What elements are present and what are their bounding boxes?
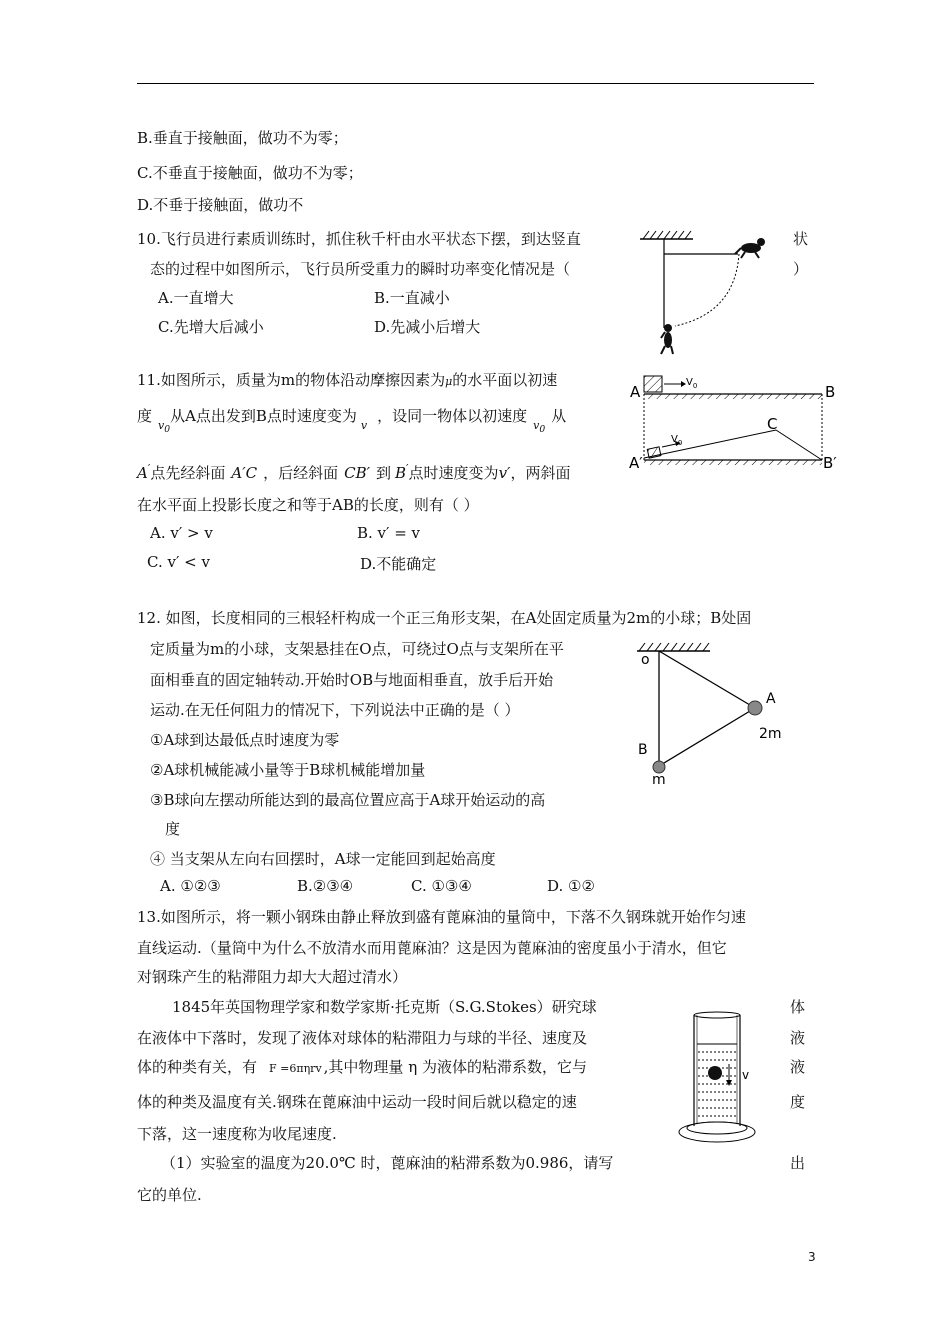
q13-para-line2-tail: 液 [790,1029,806,1047]
fig-label-Aprime: A′ [629,454,643,472]
ball-A [748,701,762,715]
q10-option-b: B.一直减小 [374,289,450,307]
fig-label-v: v [742,1068,750,1082]
fig-label-C: C [767,415,778,433]
q12-line4: 运动.在无任何阻力的情况下，下列说法中正确的是（ ） [150,701,520,719]
steel-ball [708,1066,722,1080]
q13-question1: （1）实验室的温度为20.0℃ 时，蓖麻油的粘滞系数为0.986，请写 [161,1154,614,1172]
q11-incline-figure [626,370,841,475]
q13-line3: 对钢珠产生的粘滞阻力却大大超过清水） [137,968,408,986]
q9-option-d: D.不垂于接触面，做功不 [137,196,304,214]
q11-option-b: B. v′ = v [357,524,421,542]
q11-option-d: D.不能确定 [360,555,437,573]
fig-label-m: m [652,772,666,788]
q11-option-c: C. v′ < v [147,553,210,571]
q10-option-c: C.先增大后减小 [158,318,264,336]
q13-para-line3-tail: 液 [790,1058,806,1076]
fig-label-B: B [638,742,648,758]
q13-para-line1: 1845年英国物理学家和数学家斯·托克斯（S.G.Stokes）研究球 [172,998,597,1016]
q12-line1: 12. 如图，长度相同的三根轻杆构成一个正三角形支架，在A处固定质量为2m的小球；B处固 [137,609,752,627]
q10-line2-tail: ） [793,260,809,278]
fig-label-Bprime: B′ [823,454,837,472]
q12-line2: 定质量为m的小球，支架悬挂在O点，可绕过O点与支架所在平 [150,640,564,658]
q12-statement-3b: 度 [165,820,181,838]
q10-swing-figure [635,228,785,358]
q10-line2: 态的过程中如图所示，飞行员所受重力的瞬时功率变化情况是（ [150,260,571,278]
stokes-formula: F =6πηrv [269,1062,322,1075]
q13-para-line1-tail: 体 [790,998,806,1016]
q10-option-d: D.先减小后增大 [374,318,481,336]
q12-statement-2: ②A球机械能减小量等于B球机械能增加量 [150,761,426,779]
block-incline [647,447,661,458]
q12-statement-3: ③B球向左摆动所能达到的最高位置应高于A球开始运动的高 [150,791,546,809]
fig-label-2m: 2m [759,726,782,742]
page-number: 3 [808,1250,816,1264]
q13-para-line3: 体的种类有关，有 F =6πηrv ,其中物理量 η 为液体的粘滞系数，它与 [137,1058,587,1076]
q12-option-a: A. ①②③ [160,877,221,895]
q13-para-line5: 下落，这一速度称为收尾速度. [137,1125,337,1143]
q13-question1-tail: 出 [790,1154,806,1172]
q11-line1: 11.如图所示，质量为m的物体沿动摩擦因素为μ的水平面以初速 [137,371,558,389]
q13-para-line4-tail: 度 [790,1093,806,1111]
q13-line1: 13.如图所示，将一颗小钢珠由静止释放到盛有蓖麻油的量筒中，下落不久钢珠就开始作匀速 [137,908,746,926]
q13-line2: 直线运动.（量筒中为什么不放清水而用蓖麻油？这是因为蓖麻油的密度虽小于清水，但它 [137,939,727,957]
q13-question1-b: 它的单位. [137,1186,202,1204]
header-rule [137,83,814,84]
block-top [644,376,662,392]
pilot-icon [735,238,765,258]
q10-line1: 10.飞行员进行素质训练时，抓住秋千杆由水平状态下摆，到达竖直 [137,230,581,248]
q9-option-c: C.不垂直于接触面，做功不为零； [137,164,363,182]
q11-line4: 在水平面上投影长度之和等于AB的长度，则有（ ） [137,496,479,514]
q13-para-line2: 在液体中下落时，发现了液体对球体的粘滞阻力与球的半径、速度及 [137,1029,588,1047]
q10-line1-tail: 状 [793,230,809,248]
q11-line2: 度$_{v_0}$从A点出发到B点时速度变为$_v$，设同一物体以初速度$_{v_0}$从 [137,407,567,436]
q12-line3: 面相垂直的固定轴转动.开始时OB与地面相垂直，放手后开始 [150,671,554,689]
q12-option-c: C. ①③④ [411,877,472,895]
q12-option-b: B.②③④ [297,877,354,895]
q11-option-a: A. v′ > v [150,524,213,542]
q13-cylinder-figure [676,1000,776,1145]
fig-label-A: A [766,691,776,707]
fig-label-A: A [630,383,641,401]
q12-option-d: D. ①② [547,877,595,895]
fig-label-v0-top: $V_0$ [686,377,698,390]
q13-para-line4: 体的种类及温度有关.钢珠在蓖麻油中运动一段时间后就以稳定的速 [137,1093,577,1111]
q9-option-b: B.垂直于接触面，做功不为零； [137,129,348,147]
fig-label-o: o [641,652,650,668]
q12-statement-1: ①A球到达最低点时速度为零 [150,731,340,749]
fig-label-B: B [825,383,836,401]
q10-option-a: A.一直增大 [158,289,234,307]
q12-statement-4: ④ 当支架从左向右回摆时，A球一定能回到起始高度 [150,850,496,868]
q12-triangle-figure [625,640,800,790]
q11-line3: A′点先经斜面 A′C ，后经斜面 CB′ 到 B′点时速度变为v′，两斜面 [137,462,571,482]
pilot-hanging-icon [661,324,673,354]
mu-symbol: μ [445,375,453,388]
fig-label-v0-incline: $V_0$ [671,434,683,447]
